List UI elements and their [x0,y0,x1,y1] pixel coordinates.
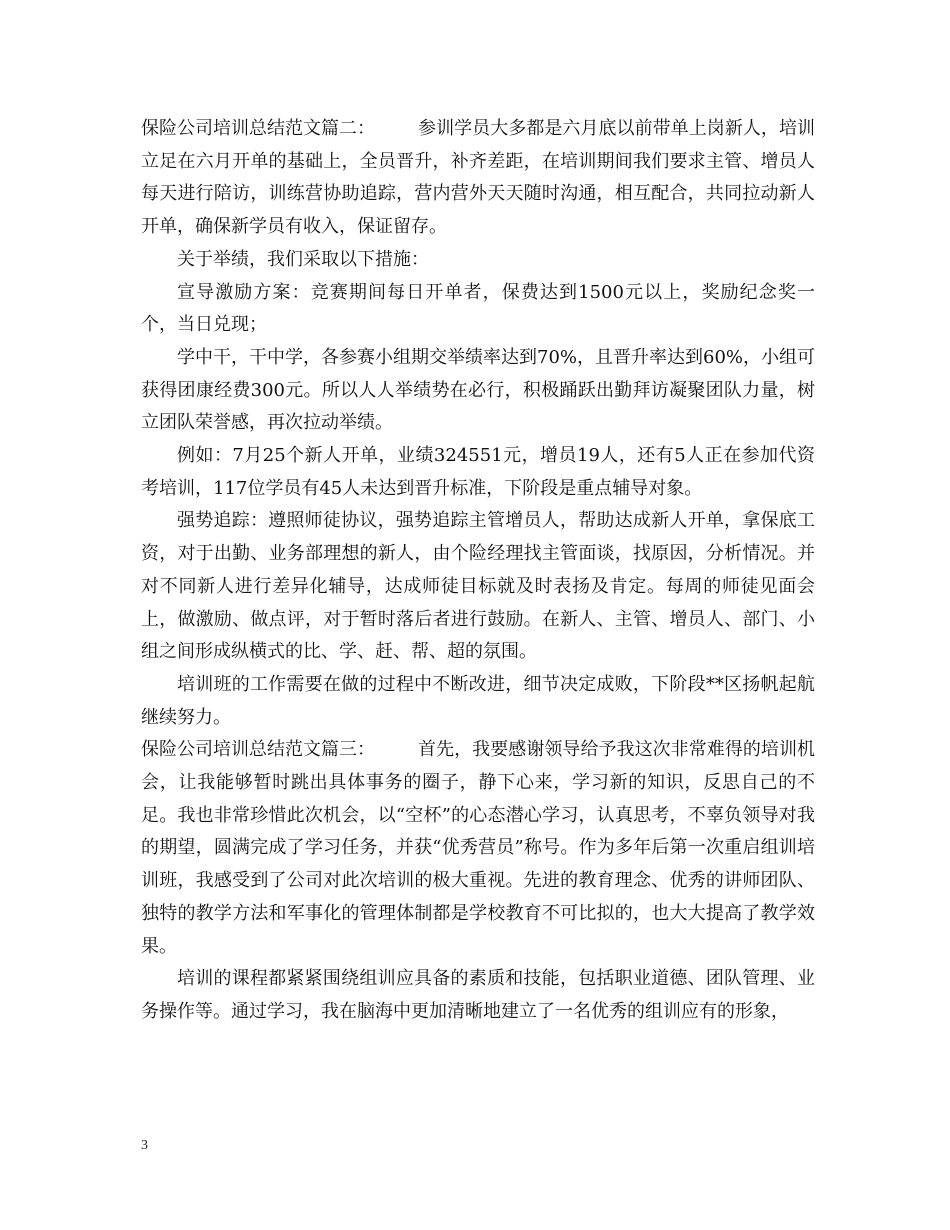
paragraph: 培训的课程都紧紧围绕组训应具备的素质和技能，包括职业道德、团队管理、业务操作等。通过学习，我在脑海中更加清晰地建立了一名优秀的组训应有的形象， [141,968,815,1022]
section-two-text: 参训学员大多都是六月底以前带单上岗新人，培训立足在六月开单的基础上，全员晋升，补齐差距，在培训期间我们要求主管、增员人每天进行陪访，训练营协助追踪，营内营外天天随时沟通，相互配合，共同拉动新人开单，确保新学员有收入，保证留存。 [141,118,815,238]
section-two-paragraph [141,113,815,244]
paragraph: 学中干，干中学，各参赛小组期交举绩率达到70%，且晋升率达到60%，小组可获得团康经费300元。所以人人举绩势在必行，积极踊跃出勤拜访凝聚团队力量，树立团队荣誉感，再次拉动举绩。 [141,346,816,434]
section-three-heading: 保险公司培训总结范文篇三： [141,739,375,761]
section-two-heading: 保险公司培训总结范文篇二： [141,118,375,139]
paragraph: 强势追踪：遵照师徒协议，强势追踪主管增员人，帮助达成新人开单，拿保底工资，对于出勤、业务部理想的新人，由个险经理找主管面谈，找原因，分析情况。并对不同新人进行差异化辅导，达成师徒目标就及时表扬及肯定。每周的师徒见面会上，做激励、做点评，对于暂时落后者进行鼓励。在新人、主管、增员人、部门、小组之间形成纵横式的比、学、赶、帮、超的氛围。 [141,510,815,663]
section-three-paragraph [141,734,815,963]
section-three-text: 首先，我要感谢领导给予我这次非常难得的培训机会，让我能够暂时跳出具体事务的圈子，静下心来，学习新的知识，反思自己的不足。我也非常珍惜此次机会，以“空杯”的心态潜心学习，认真思考，不辜负领导对我的期望，圆满完成了学习任务，并获“优秀营员”称号。作为多年后第一次重启组训培训班，我感受到了公司对此次培训的极大重视。先进的教育理念、优秀的讲师团队、独特的教学方法和军事化的管理体制都是学校教育不可比拟的，也大大提高了教学效果。 [141,739,815,957]
page-number: 3 [141,1138,148,1153]
paragraph: 例如：7月25个新人开单，业绩324551元，增员19人，还有5人正在参加代资考培训，117位学员有45人未达到晋升标准，下阶段是重点辅导对象。 [141,445,815,499]
paragraph: 关于举绩，我们采取以下措施： [177,248,429,270]
document-body [141,113,815,1029]
paragraph: 宣导激励方案：竞赛期间每日开单者，保费达到1500元以上，奖励纪念奖一个，当日兑现； [141,281,815,336]
paragraph: 培训班的工作需要在做的过程中不断改进，细节决定成败，下阶段**区扬帆起航继续努力。 [141,673,815,728]
